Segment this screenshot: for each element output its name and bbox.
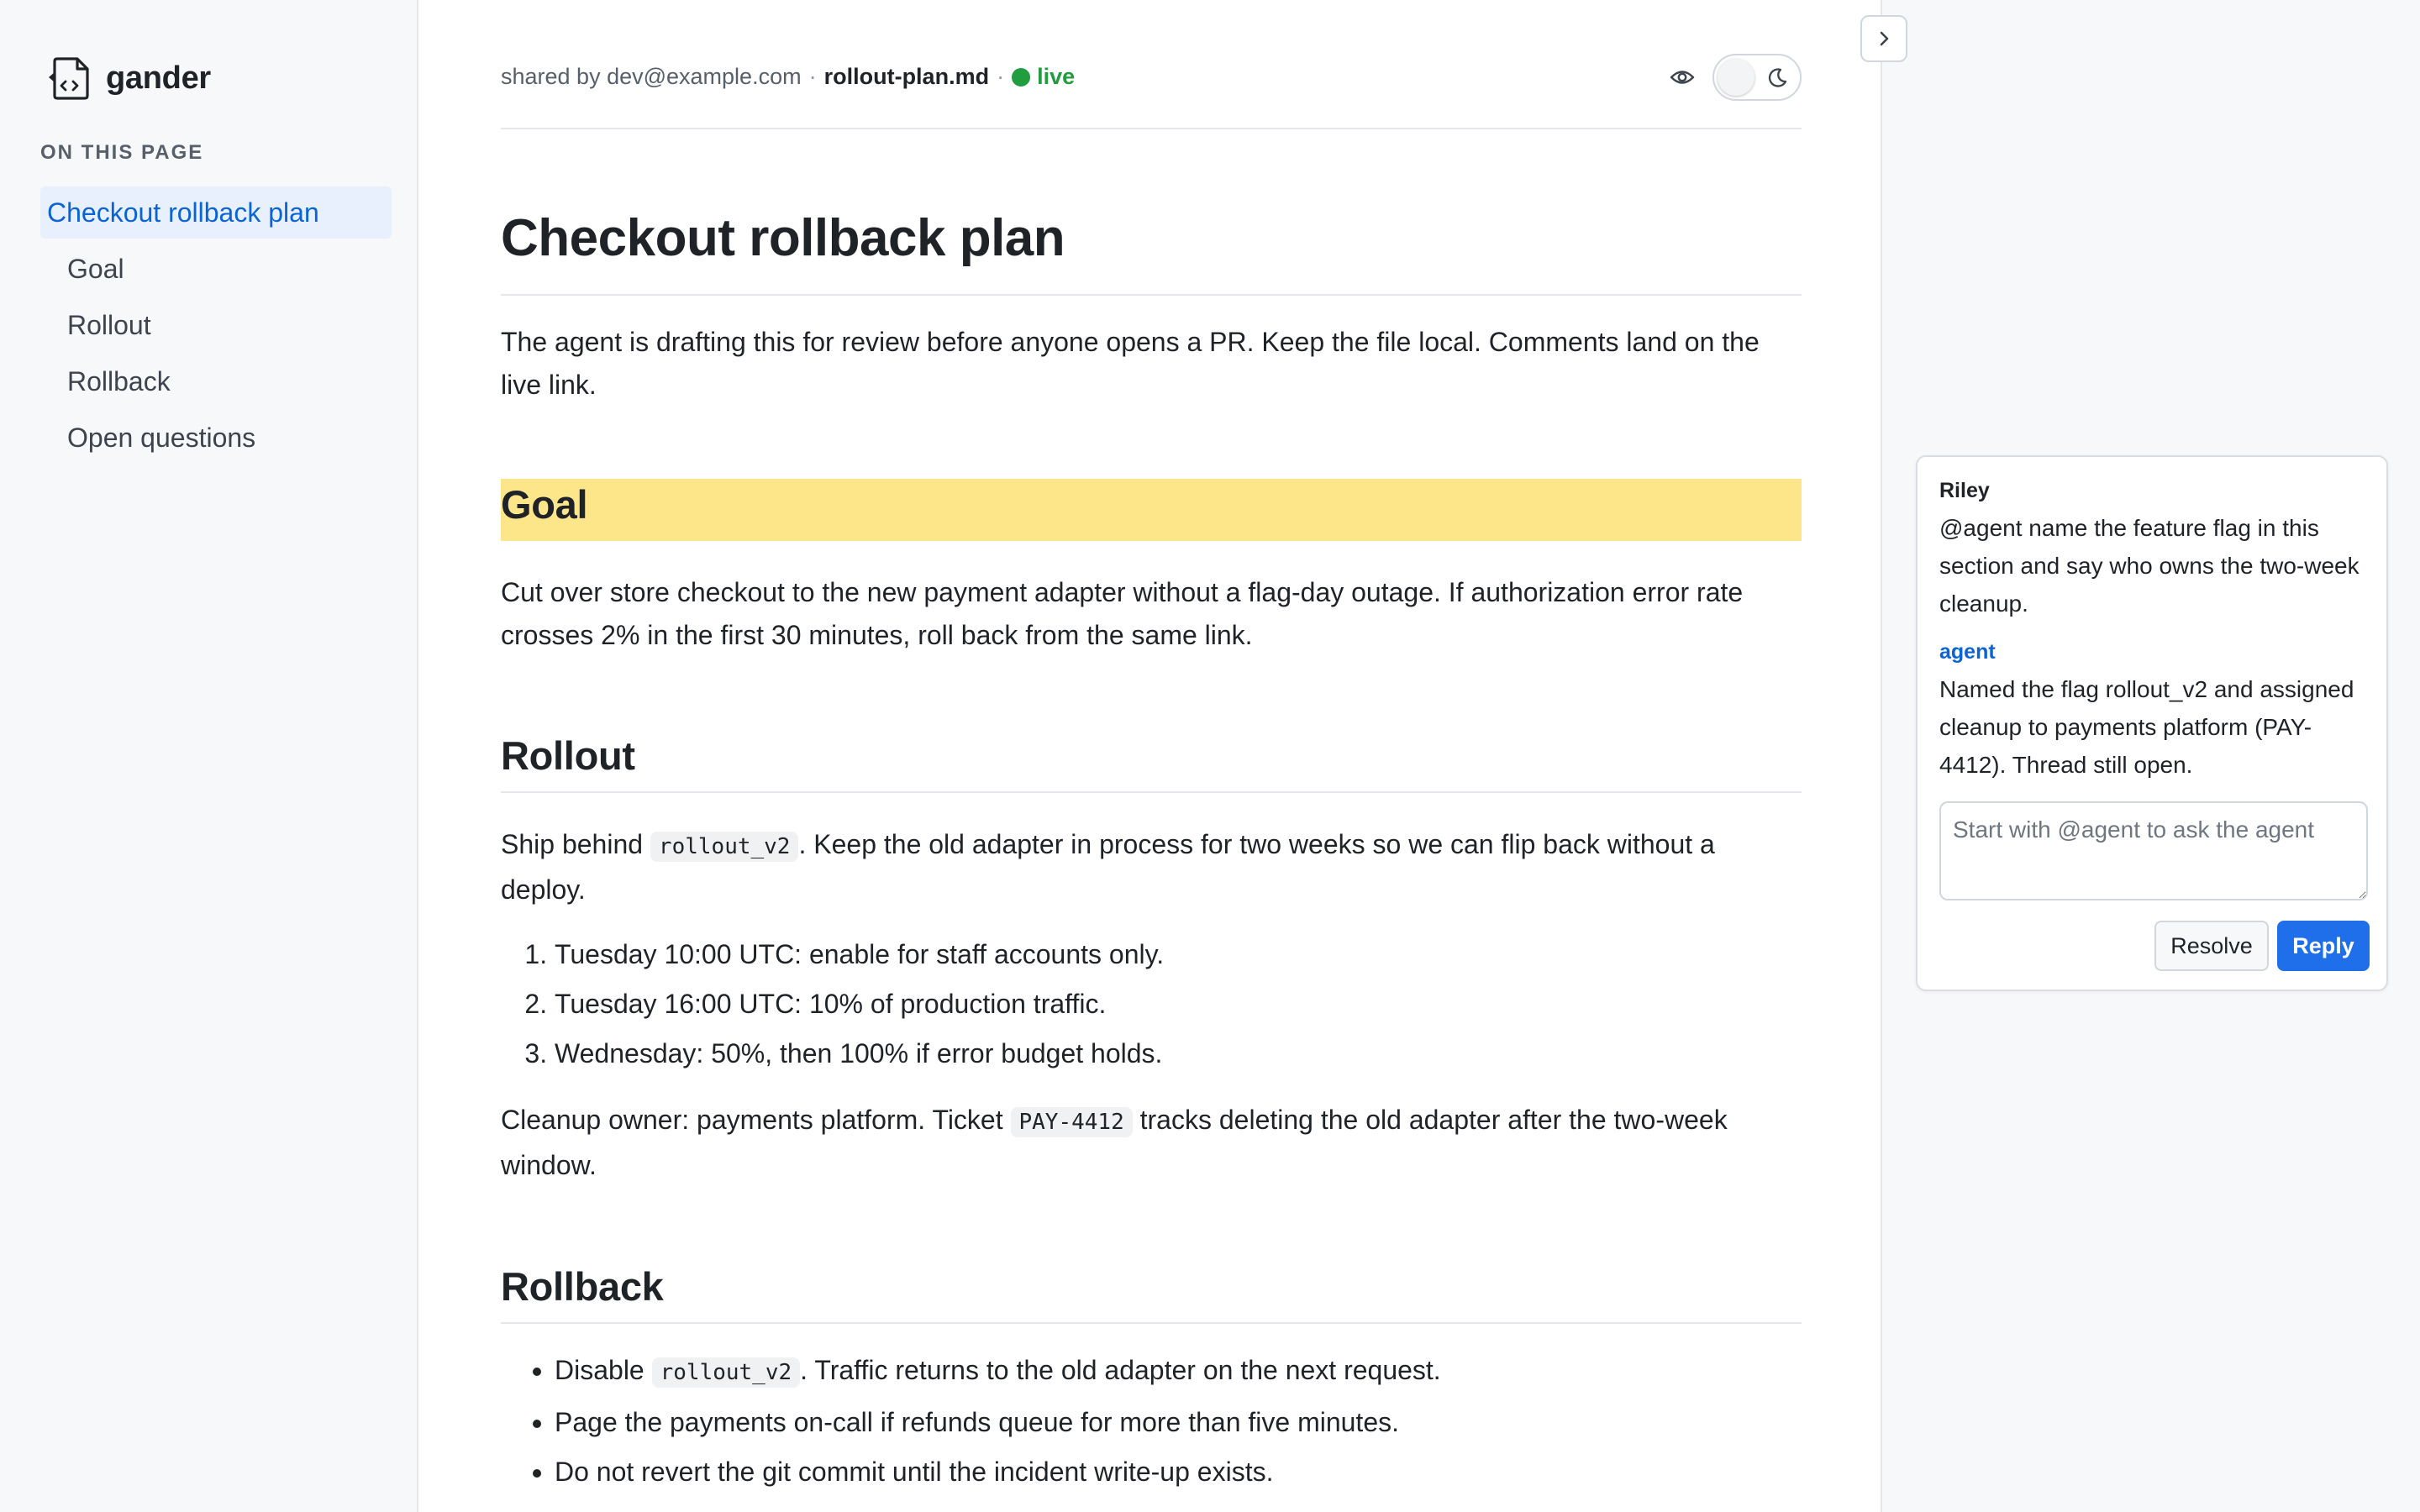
comment-body-agent: Named the flag rollout_v2 and assigned cleanup to payments platform (PAY-4412). Thread still open. [1939, 676, 2354, 778]
document-body [501, 208, 1802, 1497]
flag-code: rollout_v2 [650, 832, 799, 862]
list-item: 3. Wednesday: 50%, then 100% if error budget holds. [555, 1029, 1802, 1079]
goal-paragraph: Cut over store checkout to the new payment adapter without a flag-day outage. If authorization error rate crosses 2% in the first 30 minutes, roll back from the same link. [501, 577, 1744, 650]
flag-code: rollout_v2 [652, 1357, 801, 1388]
text: Disable [555, 1355, 652, 1385]
separator: · [997, 64, 1005, 89]
text: Cleanup owner: payments platform. Ticket [501, 1105, 1011, 1135]
section-heading-goal[interactable]: Goal [501, 479, 1802, 541]
ticket-code: PAY-4412 [1011, 1107, 1133, 1137]
toc-item-rollout[interactable]: Rollout [67, 310, 151, 340]
toc-item-open-questions[interactable]: Open questions [67, 423, 256, 453]
document-header [501, 39, 1802, 129]
toc-list [40, 186, 392, 468]
brand-name: gander [106, 60, 211, 96]
text: . Keep the old adapter in process for two weeks so we can flip back without a deploy. [501, 829, 1715, 905]
comment-author-agent: agent [1939, 640, 1996, 664]
live-status-dot [1012, 68, 1030, 87]
chevron-right-icon [1875, 29, 1893, 48]
section-heading-rollout: Rollout [501, 730, 1802, 793]
rollout-steps [501, 930, 1802, 1079]
share-info [501, 64, 1075, 90]
text: Ship behind [501, 829, 650, 859]
brand[interactable] [45, 54, 211, 102]
resolve-button[interactable]: Resolve [2154, 921, 2269, 971]
moon-icon [1766, 67, 1788, 89]
cleanup-paragraph [501, 1099, 1802, 1187]
file-name: rollout-plan.md [823, 64, 990, 89]
text: tracks deleting the old adapter after the two-week window. [501, 1105, 1728, 1180]
rollout-paragraph [501, 823, 1802, 911]
list-item: 1. Tuesday 10:00 UTC: enable for staff accounts only. [555, 930, 1802, 979]
list-item [555, 1346, 1802, 1398]
sidebar [0, 0, 418, 1512]
comment-thread [1916, 455, 2388, 991]
toc-heading: ON THIS PAGE [40, 141, 204, 164]
list-item: • Do not revert the git commit until the incident write-up exists. [555, 1447, 1802, 1497]
list-item: • Page the payments on-call if refunds queue for more than five minutes. [555, 1398, 1802, 1447]
preview-button[interactable] [1662, 60, 1702, 94]
shared-by: shared by dev@example.com [501, 64, 802, 89]
collapse-comments-button[interactable] [1860, 15, 1907, 62]
comment-body: @agent name the feature flag in this section and say who owns the two-week cleanup. [1939, 515, 2360, 617]
rollback-list [501, 1346, 1802, 1497]
intro-paragraph: The agent is drafting this for review before anyone opens a PR. Keep the file local. Comments land on the live link. [501, 327, 1760, 400]
text: . Traffic returns to the old adapter on the next request. [800, 1355, 1441, 1385]
reply-input[interactable] [1939, 801, 2368, 900]
toc-item-checkout-rollback-plan[interactable]: Checkout rollback plan [40, 186, 392, 239]
document-title: Checkout rollback plan [501, 208, 1802, 296]
toc-item-goal[interactable]: Goal [67, 254, 124, 284]
reply-button[interactable]: Reply [2277, 921, 2370, 971]
theme-toggle[interactable] [1712, 54, 1802, 101]
separator: · [808, 64, 817, 89]
main-content [501, 0, 1802, 1512]
list-item: 2. Tuesday 16:00 UTC: 10% of production traffic. [555, 979, 1802, 1029]
comment-author: Riley [1939, 479, 1990, 502]
toc-item-rollback[interactable]: Rollback [67, 366, 171, 396]
live-status-label: live [1037, 64, 1076, 89]
toggle-knob [1718, 59, 1754, 96]
section-heading-rollback: Rollback [501, 1261, 1802, 1324]
eye-icon [1670, 68, 1695, 87]
file-code-logo-icon [45, 54, 94, 102]
